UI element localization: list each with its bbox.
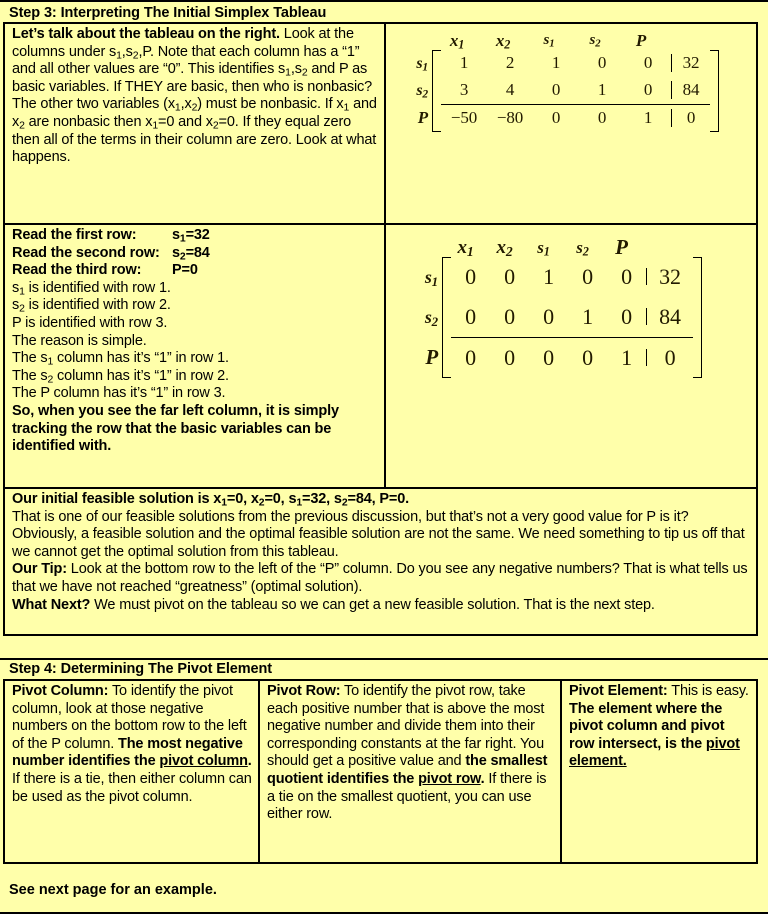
footer-note-wrap (9, 882, 609, 898)
matrix-2-grid (451, 257, 693, 378)
matrix-1-cell-2-0: −50 (450, 108, 478, 128)
matrix-1-cell-2-4: 1 (643, 108, 653, 128)
matrix-2-right-bracket (693, 257, 702, 378)
matrix-1-row-labels (406, 50, 432, 132)
matrix-2-cell-1-2: 0 (543, 303, 554, 329)
matrix-2-header-2: $s_1$ (537, 238, 550, 259)
matrix-2-cell-1-0: 0 (465, 303, 476, 329)
matrix-1-right-bracket (710, 50, 719, 132)
matrix-1-aug-2: 0 (671, 109, 710, 127)
matrix-2-headers (416, 235, 702, 259)
step3-read-value-0: $s_1=32$ (172, 227, 210, 245)
matrix-2-cell-2-2: 0 (543, 344, 554, 370)
step3-row3-p2-label: Our Tip: (12, 561, 67, 578)
matrix-1-rowlabel-1: $s_2$ (416, 82, 428, 101)
matrix-1-row-1 (441, 77, 710, 104)
step4-col1-bold-b2: . (480, 770, 485, 787)
matrix-1-aug-1: 84 (671, 81, 710, 99)
step3-read-label-0: Read the first row: (12, 227, 137, 243)
step3-row1-body: Look at the columns under $s_1,s_2,P$. Note that each column has a “1” and all other values are “0”. This identifies $s_1,s_2$ and P as basic variables. If THEY are basic, then who is nonbasic? The other two variables $(x_1,x_2)$ must be nonbasic. If $x_1$ and $x_2$ are nonbasic then $x_1=0$ and $x_2=0$. If they equal zero then all of the terms in their column are zero. Look at what happens. (12, 26, 377, 166)
matrix-1-cell-1-2: 0 (551, 80, 561, 100)
step3-read-line-0 (12, 227, 379, 245)
step3-row1-matrix-cell (384, 24, 756, 223)
step4-header: Step 4: Determining The Pivot Element (0, 658, 768, 679)
matrix-1-header-3: $s_2$ (589, 32, 601, 50)
matrix-2-header-0: $x_1$ (457, 237, 474, 259)
matrix-2-row-2 (451, 337, 693, 378)
step4-col1-title: Pivot Row: (267, 683, 341, 699)
step3-plain-line-4: The $s_1$ column has it’s “1” in row 1. (12, 350, 229, 368)
step4-col0-bold-b2: . (247, 753, 252, 770)
step3-row3-p3 (12, 597, 751, 615)
step4-col1-bold-u: pivot row (418, 770, 481, 787)
matrix-2-cell-1-3: 1 (582, 303, 593, 329)
matrix-1-cell-1-4: 0 (643, 80, 653, 100)
matrix-2-rowlabel-0: $s_1$ (424, 267, 438, 289)
matrix-2-cell-0-1: 0 (504, 263, 515, 289)
step3-plain-line-6: The P column has it’s “1” in row 3. (12, 385, 226, 402)
matrix-2-row-labels (416, 257, 442, 378)
step3-row-2 (5, 223, 756, 487)
step4-col1-body-c: If there is a tie on the smallest quotient, you can use either row. (267, 770, 547, 823)
matrix-2-aug-1: 84 (646, 308, 693, 326)
matrix-1-brackets (432, 50, 719, 132)
step3-row1-text (5, 24, 384, 223)
step4-table (3, 679, 758, 864)
matrix-1 (406, 32, 719, 132)
matrix-2-wrap (386, 225, 756, 378)
matrix-2-body (416, 257, 702, 378)
matrix-1-header-1: $x_2$ (495, 31, 511, 52)
matrix-2-row-1 (451, 297, 693, 337)
matrix-1-cell-2-3: 0 (597, 108, 607, 128)
step3-plain-line-5: The $s_2$ column has it’s “1” in row 2. (12, 367, 229, 386)
matrix-1-row-0 (441, 50, 710, 77)
matrix-2-row-0 (451, 257, 693, 297)
step3-row3-p1: That is one of our feasible solutions from the previous discussion, but that’s not a very good value for P is it? Obviously, a feasible solution and the optimal feasible solution are not the same. We need something to tip us off that we cannot get the optimal solution from this tableau. (12, 508, 745, 560)
matrix-2 (416, 235, 702, 378)
matrix-2-header-1: $x_2$ (496, 237, 513, 259)
step4-col2-bold-b: The element where the pivot column and pivot row intersect, is the (569, 700, 725, 752)
step4-col2-bold-u: pivot element. (569, 735, 740, 770)
matrix-1-cell-0-2: 1 (551, 53, 561, 73)
matrix-1-cell-2-1: −80 (496, 108, 524, 128)
matrix-2-brackets (442, 257, 702, 378)
step4-col-pivot-row (258, 681, 560, 862)
step4-col1-body-a: To identify the pivot row, take each positive number that is above the most negative number and divide them into their corresponding constants at the far right. You should get a positive value and (267, 683, 545, 770)
matrix-1-rowlabel-0: $s_1$ (416, 55, 428, 74)
step3-row2-matrix-cell (384, 225, 756, 487)
step4-col0-title: Pivot Column: (12, 683, 109, 699)
matrix-2-cell-0-0: 0 (465, 263, 476, 289)
step4-col0-body-a: To identify the pivot column, look at those negative numbers on the bottom row to the left of the P column. (12, 683, 247, 752)
matrix-1-grid (441, 50, 710, 132)
matrix-2-cell-2-3: 0 (582, 344, 593, 370)
matrix-2-header-3: $s_2$ (576, 238, 589, 259)
matrix-1-headers (406, 32, 719, 50)
step3-plain-line-2: P is identified with row 3. (12, 314, 168, 331)
step3-section (0, 4, 768, 613)
matrix-1-cell-1-0: 3 (459, 80, 469, 100)
matrix-1-cell-1-1: 4 (505, 80, 515, 100)
matrix-2-rowlabel-1: $s_2$ (424, 307, 438, 329)
footer-note: See next page for an example. (9, 882, 217, 898)
matrix-2-cell-2-4: 1 (621, 344, 632, 370)
step3-read-value-1: $s_2=84$ (172, 244, 210, 262)
step4-col-pivot-column (5, 681, 258, 862)
matrix-2-left-bracket (442, 257, 451, 378)
step3-row3-p2-text: Look at the bottom row to the left of the “P” column. Do you see any negative numbers? That is what tells us that we have not reached “greatness” (optimal solution). (12, 561, 748, 595)
matrix-2-cell-2-1: 0 (504, 344, 515, 370)
step3-table (3, 22, 758, 636)
step3-row-1 (5, 24, 756, 223)
matrix-1-row-2 (441, 104, 710, 132)
step3-row3-p3-label: What Next? (12, 596, 91, 613)
step4-col0-body-c: If there is a tie, then either column can be used as the pivot column. (12, 770, 252, 805)
matrix-1-cell-0-4: 0 (643, 53, 653, 73)
matrix-1-header-0: $x_1$ (449, 31, 465, 52)
matrix-2-aug-0: 32 (646, 268, 693, 286)
matrix-2-header-4: P (615, 235, 628, 259)
matrix-1-header-2: $s_1$ (543, 32, 555, 50)
matrix-1-cell-0-3: 0 (597, 53, 607, 73)
step3-read-line-2 (12, 262, 379, 280)
matrix-2-cell-1-4: 0 (621, 303, 632, 329)
matrix-1-cell-1-3: 1 (597, 80, 607, 100)
step3-row3-p2 (12, 561, 751, 596)
matrix-1-cell-0-1: 2 (505, 53, 515, 73)
step3-header: Step 3: Interpreting The Initial Simplex Tableau (9, 5, 327, 21)
matrix-2-cell-2-0: 0 (465, 344, 476, 370)
step3-plain-line-1: $s_2$ is identified with row 2. (12, 297, 171, 315)
step3-read-value-2: P=0 (172, 262, 198, 279)
step4-section (0, 658, 768, 823)
matrix-2-cell-0-3: 0 (582, 263, 593, 289)
step3-row1-lead: Let’s talk about the tableau on the right. (12, 26, 280, 42)
matrix-1-wrap (386, 24, 756, 132)
matrix-1-header-4: P (635, 31, 647, 50)
step3-read-label-2: Read the third row: (12, 262, 142, 279)
matrix-2-cell-0-4: 0 (621, 263, 632, 289)
step3-read-label-1: Read the second row: (12, 244, 160, 261)
matrix-1-aug-0: 32 (671, 54, 710, 72)
step3-row3-solution: Our initial feasible solution is $x_1=0$, $x_2=0$, $s_1=32$, $s_2=84$, P=0. (12, 491, 410, 509)
matrix-1-left-bracket (432, 50, 441, 132)
matrix-2-cell-1-1: 0 (504, 303, 515, 329)
matrix-2-rowlabel-2: P (425, 345, 438, 370)
step4-col2-body-a: This is easy. (667, 683, 749, 699)
step3-row-3 (5, 487, 756, 616)
matrix-1-body (406, 50, 719, 132)
step3-row2-closing: So, when you see the far left column, it is simply tracking the row that the basic variables can be identified with. (12, 402, 339, 455)
matrix-1-cell-0-0: 1 (459, 53, 469, 73)
matrix-1-rowlabel-2: P (417, 108, 428, 128)
step4-col-pivot-element (560, 681, 756, 862)
matrix-2-aug-2: 0 (646, 349, 693, 367)
step3-row2-text (5, 225, 384, 487)
step4-col0-bold-u: pivot column (159, 753, 248, 770)
step4-col0-bold-b: The most negative number identifies the (12, 735, 243, 770)
step4-col1-bold-b: the smallest quotient identifies the (267, 753, 548, 787)
matrix-1-cell-2-2: 0 (551, 108, 561, 128)
step3-read-line-1 (12, 245, 379, 263)
matrix-2-cell-0-2: 1 (543, 263, 554, 289)
step3-row3-p3-text: We must pivot on the tableau so we can get a new feasible solution. That is the next step. (90, 596, 655, 613)
step3-plain-line-0: $s_1$ is identified with row 1. (12, 279, 171, 298)
step4-col2-title: Pivot Element: (569, 683, 668, 699)
step3-plain-line-3: The reason is simple. (12, 332, 147, 349)
